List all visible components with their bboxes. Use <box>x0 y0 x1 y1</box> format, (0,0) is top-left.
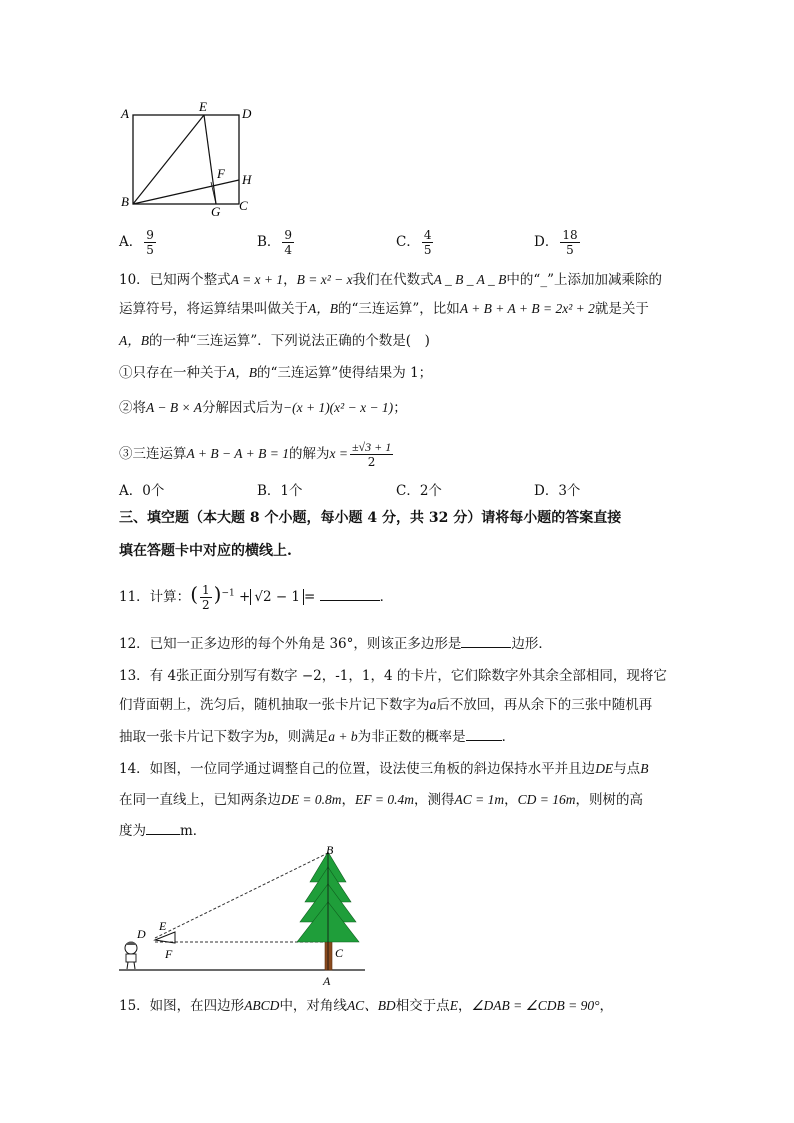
student-icon <box>125 942 137 970</box>
point-label-f: F <box>217 166 225 181</box>
tree-icon <box>297 852 359 970</box>
point-label-e: E <box>199 99 207 114</box>
point-label-e: E <box>159 919 167 933</box>
q9-option-c[interactable]: C． $\frac{4}{5}$ <box>396 228 432 257</box>
point-label-f: F <box>165 947 173 961</box>
point-label-b: B <box>326 843 334 857</box>
rectangle-figure <box>115 98 265 218</box>
q10-statement-1: ①只存在一种关于A，B的“三连运算”使得结果为 1； <box>119 365 433 381</box>
q10-option-b[interactable]: B．1个 <box>257 483 303 499</box>
q9-option-b[interactable]: B． $\frac{9}{4}$ <box>257 228 293 257</box>
q14-line-3: 度为 m． <box>119 820 206 841</box>
q10-statement-3: ③三连运算A + B − A + B = 1的解为x = $\frac{\pm√3 + 1}{2}$ <box>119 440 392 469</box>
q12-answer-blank[interactable] <box>461 633 511 648</box>
q11-answer-blank[interactable] <box>320 586 380 601</box>
point-label-a: A <box>323 974 331 988</box>
q13-line-3: 抽取一张卡片记下数字为b，则满足a + b为非正数的概率是 ． <box>119 726 515 747</box>
q10-option-a[interactable]: A．0个 <box>119 483 165 499</box>
q9-option-d[interactable]: D． $\frac{18}{5}$ <box>534 228 578 257</box>
point-label-a: A <box>121 106 129 121</box>
q9-option-a[interactable]: A． $\frac{9}{5}$ <box>119 228 154 257</box>
section-heading: 三、填空题（本大题 8 个小题，每小题 4 分，共 32 分）请将每小题的答案直接 <box>119 510 622 526</box>
point-label-d: D <box>137 927 146 941</box>
q10-option-d[interactable]: D．3个 <box>534 483 581 499</box>
q10-line-2: 运算符号，将运算结果叫做关于A，B的“三连运算”，比如A + B + A + B = 2x² + 2就是关于 <box>119 301 649 317</box>
point-label-c: C <box>239 198 248 213</box>
point-label-d: D <box>242 106 252 121</box>
q15: 15．如图，在四边形ABCD中，对角线AC、BD相交于点E，∠DAB = ∠CDB = 90°， <box>119 998 614 1014</box>
point-label-g: G <box>211 204 221 218</box>
q10-line-1: 10．已知两个整式A = x + 1，B = x² − x我们在代数式A _ B _ A _ B中的“_”上添加加减乘除的 <box>119 272 662 288</box>
q12: 12．已知一正多边形的每个外角是 36°，则该正多边形是 边形． <box>119 633 552 654</box>
point-label-c: C <box>335 946 344 960</box>
q13-answer-blank[interactable] <box>466 726 502 741</box>
q10-line-3: A，B的一种“三连运算”．下列说法正确的个数是( ) <box>119 333 430 349</box>
section-heading-cont: 填在答题卡中对应的横线上. <box>119 543 292 559</box>
q10-option-c[interactable]: C．2个 <box>396 483 442 499</box>
q14-line-1: 14．如图，一位同学通过调整自己的位置，设法使三角板的斜边保持水平并且边DE与点B <box>119 761 649 777</box>
q10-statement-2: ②将A − B × A分解因式后为−(x + 1)(x² − x − 1)； <box>119 400 407 416</box>
q13-line-2: 们背面朝上，洗匀后，随机抽取一张卡片记下数字为a后不放回，再从余下的三张中随机再 <box>119 697 653 713</box>
tree-measurement-figure <box>115 842 375 990</box>
q11: 11．计算：( $\frac{1}{2}$ )$^{-1}$ + √2 − 1 = ． <box>119 582 394 612</box>
point-label-h: H <box>242 172 252 187</box>
q14-answer-blank[interactable] <box>146 820 180 835</box>
q13-line-1: 13．有 4张正面分别写有数字 −2，-1，1，4 的卡片，它们除数字外其余全部相同，现将它 <box>119 668 667 684</box>
point-label-b: B <box>121 194 129 209</box>
q14-line-2: 在同一直线上，已知两条边DE = 0.8m，EF = 0.4m，测得AC = 1m，CD = 16m，则树的高 <box>119 792 643 808</box>
